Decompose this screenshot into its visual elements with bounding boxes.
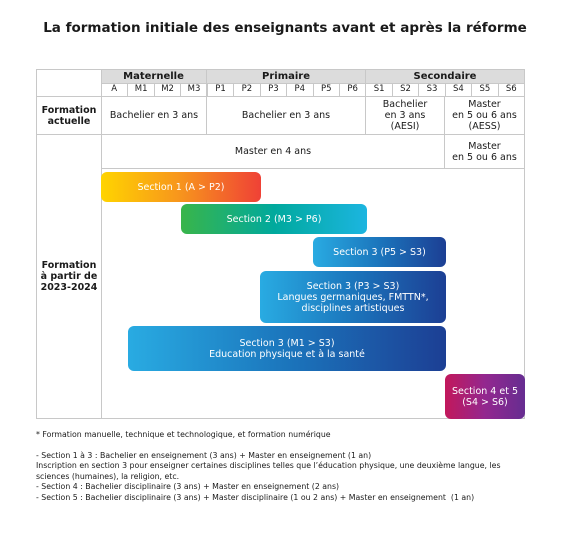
column-header-p4: P4 — [286, 83, 312, 96]
column-header-p3: P3 — [260, 83, 286, 96]
master-5-6-years-cell: Master en 5 ou 6 ans — [452, 140, 517, 163]
note-line-1: - Section 1 à 3 : Bachelier en enseignement (3 ans) + Master en enseignement (1 an) — [36, 450, 372, 460]
column-header-s6: S6 — [498, 83, 524, 96]
column-header-p2: P2 — [233, 83, 259, 96]
column-header-s2: S2 — [392, 83, 418, 96]
section-bar-1 — [101, 172, 261, 202]
column-header-m3: M3 — [180, 83, 206, 96]
formation-table — [36, 69, 525, 419]
master-4-years-cell: Master en 4 ans — [234, 146, 312, 157]
column-header-a: A — [111, 84, 118, 94]
row-label-current: Formation actuelle — [41, 104, 97, 127]
note-line-3: - Section 4 : Bachelier disciplinaire (3 ans) + Master en enseignement (2 ans) — [36, 482, 340, 491]
section-bar-2-label: Section 2 (M3 > P6) — [226, 213, 322, 225]
column-header-p5: P5 — [313, 83, 339, 96]
section-bar-3b-label: Section 3 (P3 > S3) Langues germaniques, FMTTN*, disciplines artistiques — [277, 280, 429, 314]
section-bar-3b — [260, 271, 446, 323]
section-bar-1-label: Section 1 (A > P2) — [137, 181, 225, 193]
note-line-2: Inscription en section 3 pour enseigner certaines disciplines telles que l’éducation physique, une deuxième langue, les sciences (humaines), la religion, etc. — [36, 461, 503, 481]
footnote: * Formation manuelle, technique et technologique, et formation numérique — [36, 430, 331, 439]
section-bar-4-5-label: Section 4 et 5 (S4 > S6) — [451, 385, 518, 408]
section-bar-2 — [181, 204, 367, 234]
section-bar-4-5 — [445, 374, 525, 419]
column-header-s3: S3 — [418, 83, 444, 96]
column-header-p1: P1 — [207, 83, 233, 96]
current-lower-secondary-cell: Bachelier en 3 ans (AESI) — [382, 99, 428, 132]
notes — [36, 430, 536, 503]
level-header-maternelle: Maternelle — [101, 70, 206, 83]
current-maternelle-cell: Bachelier en 3 ans — [109, 110, 199, 121]
section-bar-3a — [313, 237, 446, 267]
master-row-divider — [101, 168, 524, 169]
section-bar-3c — [128, 326, 446, 371]
note-line-4: - Section 5 : Bachelier disciplinaire (3 ans) + Master disciplinaire (1 ou 2 ans) + Master en enseignement (1 an) — [36, 492, 475, 502]
column-header-s5: S5 — [471, 83, 497, 96]
column-header-s1: S1 — [365, 83, 391, 96]
section-bar-3a-label: Section 3 (P5 > S3) — [333, 246, 426, 258]
column-header-p6: P6 — [339, 83, 365, 96]
header-divider — [101, 83, 524, 84]
level-header-primaire: Primaire — [207, 70, 365, 83]
page-title: La formation initiale des enseignants avant et après la réforme — [43, 20, 527, 36]
column-header-m2: M2 — [154, 83, 180, 96]
column-header-m1: M1 — [127, 83, 153, 96]
section-bar-3c-label: Section 3 (M1 > S3) Education physique et à la santé — [209, 337, 365, 360]
current-primaire-cell: Bachelier en 3 ans — [241, 110, 331, 121]
column-headers — [101, 83, 524, 96]
row-label-new: Formation à partir de 2023-2024 — [40, 260, 98, 293]
column-header-s4: S4 — [445, 83, 471, 96]
current-upper-secondary-cell: Master en 5 ou 6 ans (AESS) — [452, 99, 517, 132]
level-header-secondaire: Secondaire — [366, 70, 524, 83]
